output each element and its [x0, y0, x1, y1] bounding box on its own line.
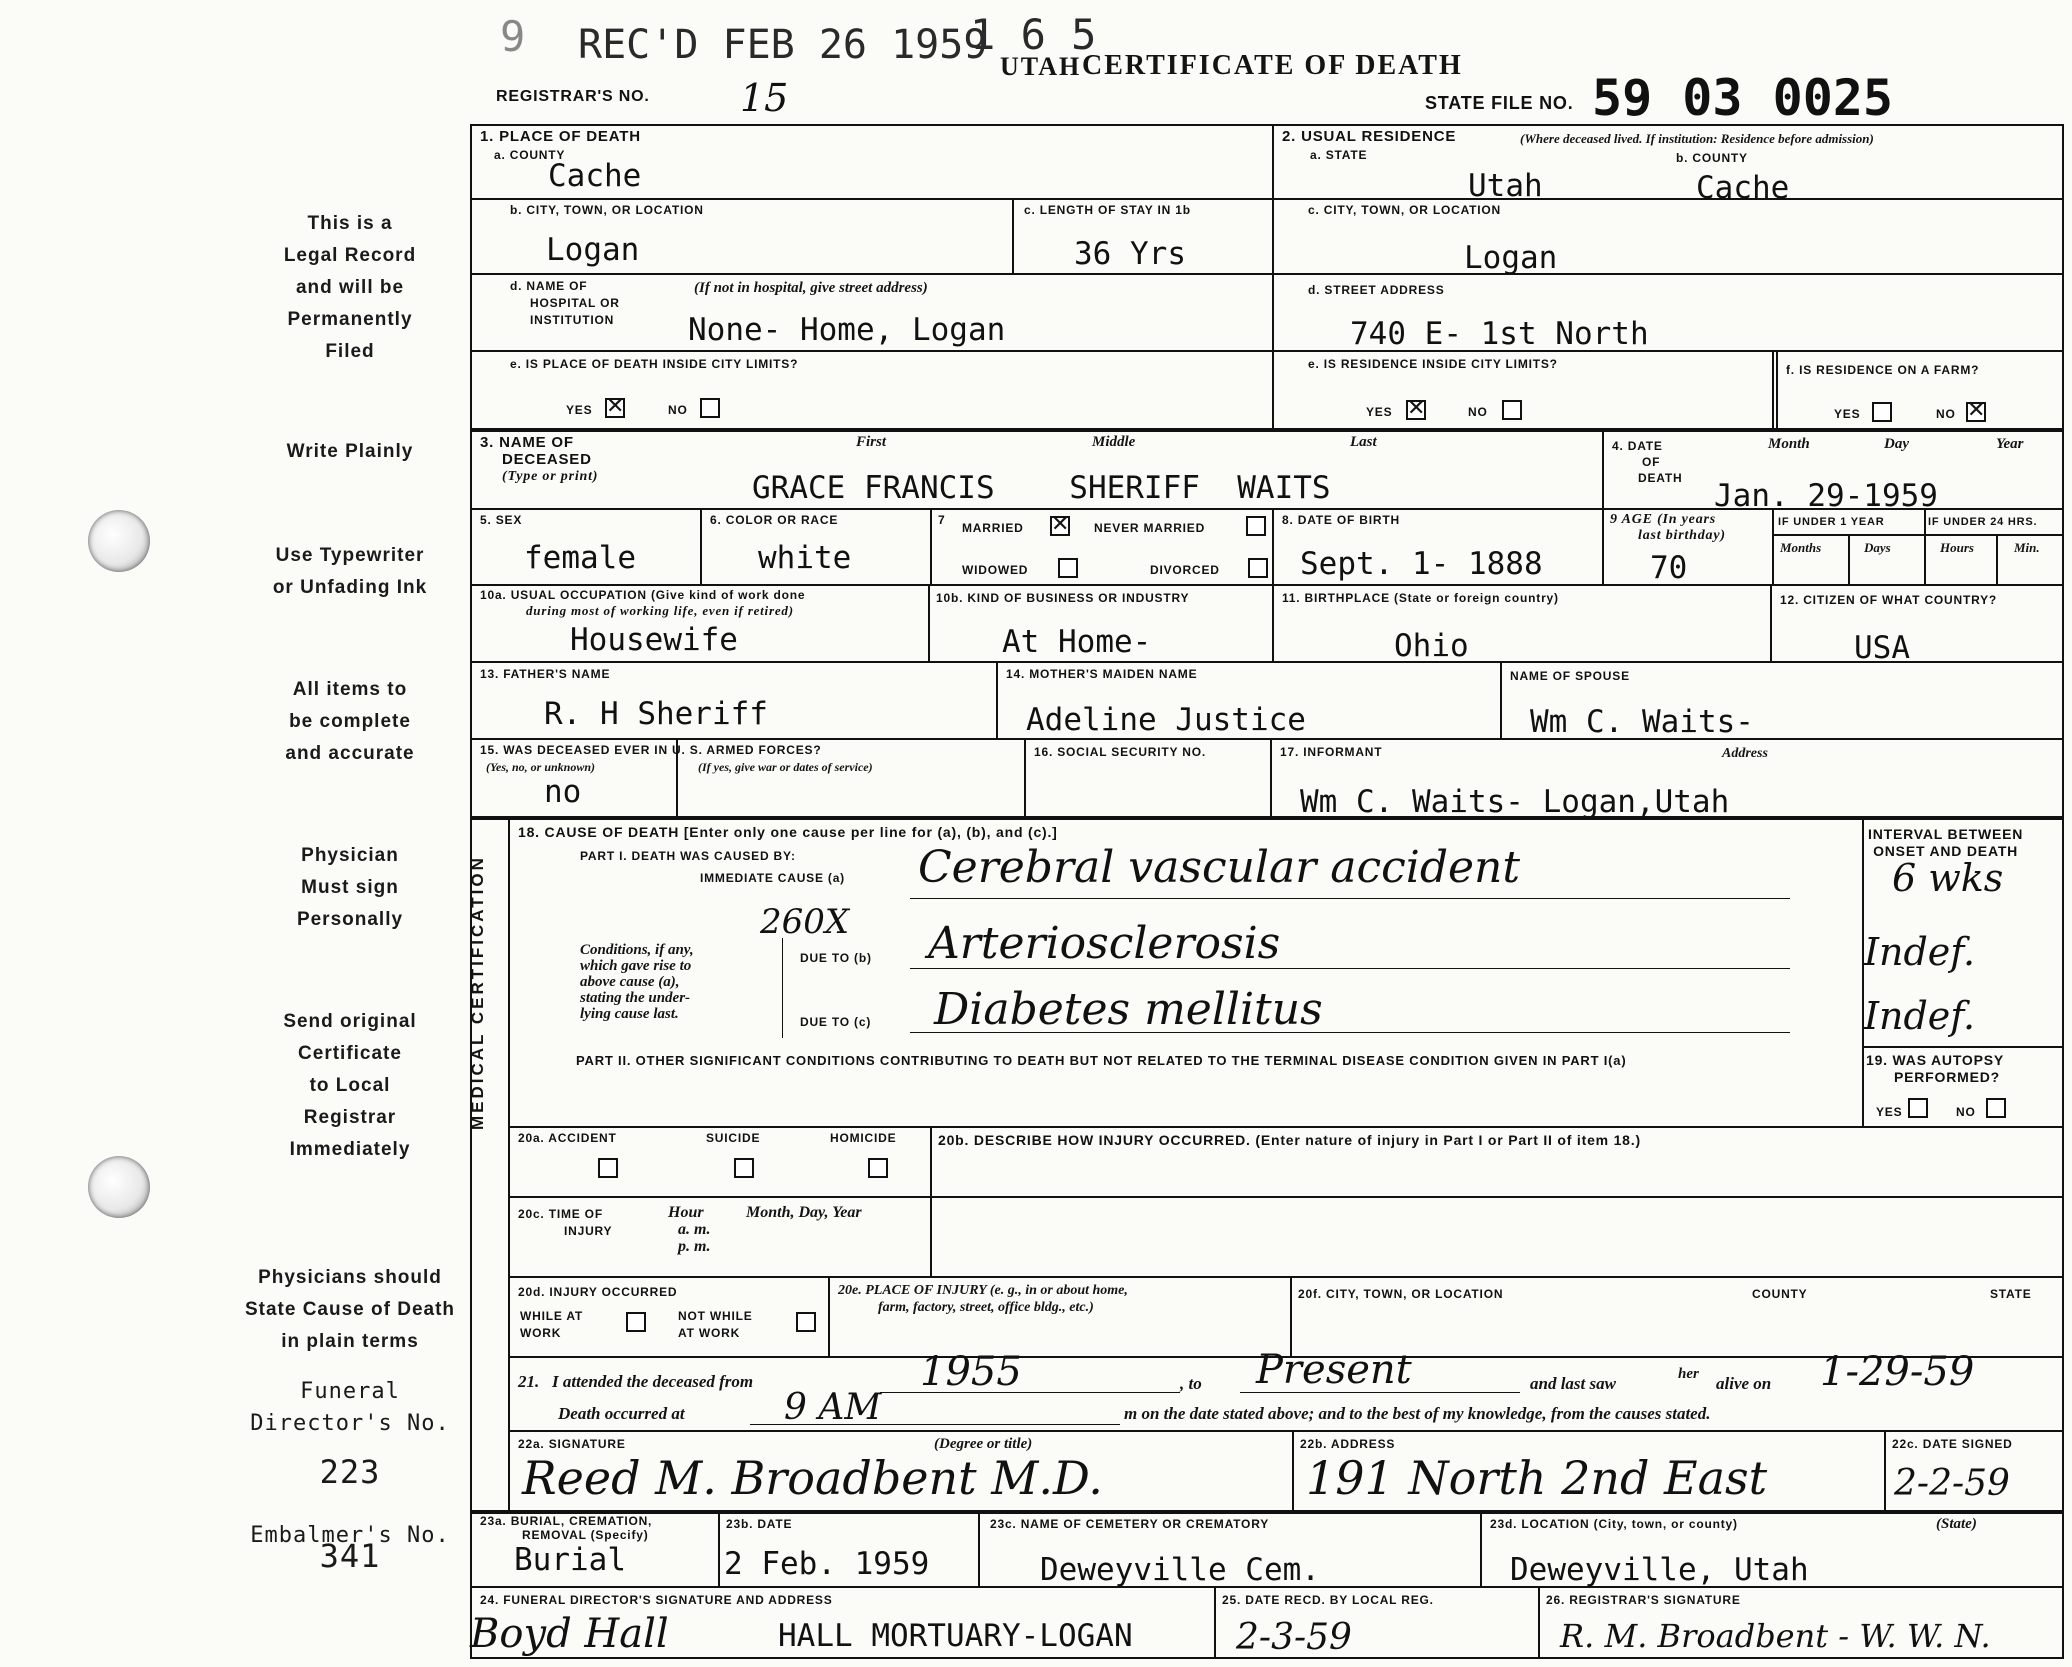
- never-married-checkbox[interactable]: [1246, 516, 1266, 536]
- accident-checkbox[interactable]: [598, 1158, 618, 1178]
- signature-label: 22a. SIGNATURE: [518, 1437, 626, 1451]
- armed-sub2: (If yes, give war or dates of service): [698, 760, 873, 774]
- birthplace: Ohio: [1394, 628, 1469, 664]
- physician-address: 191 North 2nd East: [1306, 1451, 1768, 1505]
- burial-label: 23a. BURIAL, CREMATION, REMOVAL (Specify): [480, 1514, 653, 1542]
- margin-typewriter: Use Typewriter or Unfading Ink: [272, 545, 428, 598]
- last-saw-label: and last saw: [1530, 1374, 1616, 1393]
- dob-label: 8. DATE OF BIRTH: [1282, 513, 1400, 527]
- her-label: her: [1678, 1366, 1699, 1382]
- stay-label: c. LENGTH OF STAY IN 1b: [1024, 203, 1191, 217]
- injury-city-label: 20f. CITY, TOWN, OR LOCATION: [1298, 1287, 1504, 1301]
- stamp-left-number: 9: [500, 12, 526, 61]
- father-label: 13. FATHER'S NAME: [480, 667, 611, 681]
- mdy-label: Month, Day, Year: [746, 1204, 862, 1221]
- death-inside-city-no-checkbox[interactable]: [700, 398, 720, 418]
- attended-label: 21. I attended the deceased from: [518, 1372, 754, 1391]
- death-occurred-tail: m on the date stated above; and to the best of my knowledge, from the causes stated.: [1124, 1404, 1711, 1423]
- embalmer-no: 341: [319, 1537, 381, 1575]
- citizen: USA: [1854, 630, 1910, 666]
- physician-signature: Reed M. Broadbent M.D.: [522, 1451, 1103, 1505]
- cause-code: 260X: [760, 902, 850, 942]
- farm-no-label: NO: [1936, 407, 1956, 421]
- farm-no-checkbox[interactable]: [1966, 402, 1986, 422]
- usual-residence-label: 2. USUAL RESIDENCE: [1282, 128, 1457, 145]
- armed-forces: no: [544, 774, 582, 810]
- interval-c: Indef.: [1864, 994, 1976, 1038]
- farm-label: f. IS RESIDENCE ON A FARM?: [1786, 363, 1980, 377]
- date-of-birth: Sept. 1- 1888: [1300, 546, 1543, 582]
- due-to-b-label: DUE TO (b): [800, 951, 872, 965]
- funeral-director-signature: Boyd Hall: [470, 1611, 669, 1657]
- autopsy-no-label: NO: [1956, 1105, 1976, 1119]
- date-recd: 2-3-59: [1236, 1617, 1352, 1658]
- age-label: 9 AGE (In years last birthday): [1610, 512, 1726, 543]
- funeral-home: HALL MORTUARY-LOGAN: [778, 1618, 1133, 1654]
- residence-inside-no-label: NO: [1468, 405, 1488, 419]
- residence-street: 740 E- 1st North: [1350, 316, 1649, 352]
- margin-write-plainly: Write Plainly: [286, 441, 414, 462]
- autopsy-no-checkbox[interactable]: [1986, 1098, 2006, 1118]
- alive-on-label: alive on: [1716, 1374, 1772, 1393]
- deceased-name: GRACE FRANCIS SHERIFF WAITS: [752, 470, 1331, 506]
- interval-a: 6 wks: [1892, 856, 2004, 900]
- margin-complete: All items to be complete and accurate: [285, 679, 415, 764]
- widowed-checkbox[interactable]: [1058, 558, 1078, 578]
- length-of-stay: 36 Yrs: [1074, 236, 1186, 272]
- residence-state: Utah: [1468, 168, 1543, 204]
- county-label: a. COUNTY: [494, 148, 566, 162]
- father-name: R. H Sheriff: [544, 696, 768, 732]
- registrar-signature-label: 26. REGISTRAR'S SIGNATURE: [1546, 1593, 1741, 1607]
- not-while-work-label: NOT WHILE AT WORK: [678, 1309, 753, 1340]
- place-of-injury-label: 20e. PLACE OF INJURY (e. g., in or about home, farm, factory, street, office bldg., etc.): [838, 1283, 1128, 1315]
- year-label: Year: [1996, 436, 2024, 452]
- cemetery-label: 23c. NAME OF CEMETERY OR CREMATORY: [990, 1517, 1270, 1531]
- not-while-at-work-checkbox[interactable]: [796, 1312, 816, 1332]
- business: At Home-: [1002, 624, 1152, 660]
- race-label: 6. COLOR OR RACE: [710, 513, 839, 527]
- cemetery: Deweyville Cem.: [1040, 1552, 1320, 1588]
- residence-city: Logan: [1464, 240, 1558, 276]
- hospital-name: None- Home, Logan: [688, 312, 1006, 348]
- injury-occurred-label: 20d. INJURY OCCURRED: [518, 1285, 678, 1299]
- accident-label: 20a. ACCIDENT: [518, 1131, 617, 1145]
- stamp-right-number: 1 6 5: [970, 10, 1097, 59]
- interval-b: Indef.: [1864, 930, 1976, 974]
- registrar-no: 15: [740, 76, 789, 120]
- divorced-label: DIVORCED: [1150, 563, 1220, 577]
- residence-inside-label: e. IS RESIDENCE INSIDE CITY LIMITS?: [1308, 357, 1558, 371]
- married-checkbox[interactable]: [1050, 516, 1070, 536]
- residence-inside-yes-checkbox[interactable]: [1406, 400, 1426, 420]
- cause-b: Arteriosclerosis: [928, 918, 1281, 969]
- registrar-signature: R. M. Broadbent - W. W. N.: [1560, 1617, 1991, 1655]
- time-of-injury-label: 20c. TIME OF INJURY: [518, 1207, 613, 1238]
- margin-plain-terms: Physicians should State Cause of Death in plain terms: [244, 1267, 456, 1352]
- attended-from: 1955: [920, 1349, 1022, 1395]
- embalmer-no-label: Embalmer's No.: [250, 1523, 450, 1548]
- death-occurred-time: 9 AM: [784, 1387, 882, 1428]
- farm-yes-checkbox[interactable]: [1872, 402, 1892, 422]
- never-married-label: NEVER MARRIED: [1094, 521, 1206, 535]
- residence-inside-yes-label: YES: [1366, 405, 1393, 419]
- date-signed: 2-2-59: [1894, 1463, 2010, 1504]
- disposition: Burial: [514, 1542, 626, 1578]
- cause-of-death-label: 18. CAUSE OF DEATH [Enter only one cause per line for (a), (b), and (c).]: [518, 824, 1058, 840]
- under-24-label: IF UNDER 24 HRS.: [1928, 516, 2038, 528]
- to-label: , to: [1180, 1374, 1202, 1393]
- immediate-cause-label: IMMEDIATE CAUSE (a): [700, 871, 845, 885]
- residence-city-label: c. CITY, TOWN, OR LOCATION: [1308, 203, 1502, 217]
- registrar-no-label: REGISTRAR'S NO.: [496, 88, 650, 105]
- injury-description-label: 20b. DESCRIBE HOW INJURY OCCURRED. (Enter nature of injury in Part I or Part II of item 18.): [938, 1132, 1641, 1148]
- while-at-work-checkbox[interactable]: [626, 1312, 646, 1332]
- spouse-label: NAME OF SPOUSE: [1510, 669, 1630, 683]
- conditions-note: Conditions, if any, which gave rise to above cause (a), stating the under- lying cause last.: [580, 942, 694, 1022]
- occupation: Housewife: [570, 622, 738, 658]
- residence-state-label: a. STATE: [1310, 148, 1368, 162]
- punch-hole-top: [88, 510, 150, 572]
- death-inside-no-label: NO: [668, 403, 688, 417]
- death-inside-city-yes-checkbox[interactable]: [605, 398, 625, 418]
- hospital-label: d. NAME OF HOSPITAL OR INSTITUTION: [510, 279, 620, 327]
- residence-county: Cache: [1696, 170, 1790, 206]
- death-occurred-label: Death occurred at: [558, 1404, 685, 1423]
- married-label: MARRIED: [962, 521, 1024, 535]
- date-recd-label: 25. DATE RECD. BY LOCAL REG.: [1222, 1593, 1434, 1607]
- date-of-death: Jan. 29-1959: [1714, 478, 1938, 514]
- middle-label: Middle: [1092, 434, 1136, 450]
- citizen-label: 12. CITIZEN OF WHAT COUNTRY?: [1780, 593, 1998, 607]
- cause-a: Cerebral vascular accident: [918, 842, 1521, 893]
- death-city: Logan: [546, 232, 640, 268]
- burial-location: Deweyville, Utah: [1510, 1552, 1809, 1588]
- street-label: d. STREET ADDRESS: [1308, 283, 1445, 297]
- hours-label: Hours: [1940, 540, 1974, 555]
- funeral-director-no: 223: [319, 1453, 381, 1491]
- margin-send-original: Send original Certificate to Local Registrar Immediately: [283, 1011, 417, 1160]
- attended-to: Present: [1256, 1347, 1412, 1393]
- months-label: Months: [1780, 540, 1822, 555]
- place-of-death-label: 1. PLACE OF DEATH: [480, 128, 641, 145]
- interval-label: INTERVAL BETWEEN ONSET AND DEATH: [1868, 826, 2024, 859]
- armed-sub1: (Yes, no, or unknown): [486, 760, 596, 774]
- armed-forces-label: 15. WAS DECEASED EVER IN U. S. ARMED FORCES?: [480, 743, 822, 757]
- birthplace-label: 11. BIRTHPLACE (State or foreign country): [1282, 591, 1559, 605]
- residence-county-label: b. COUNTY: [1676, 151, 1748, 165]
- farm-yes-label: YES: [1834, 407, 1861, 421]
- alive-date: 1-29-59: [1820, 1349, 1975, 1395]
- suicide-checkbox[interactable]: [734, 1158, 754, 1178]
- punch-hole-bottom: [88, 1156, 150, 1218]
- hospital-note: (If not in hospital, give street address): [694, 280, 928, 296]
- first-label: First: [856, 434, 887, 450]
- month-label: Month: [1768, 436, 1810, 452]
- date-signed-label: 22c. DATE SIGNED: [1892, 1437, 2013, 1451]
- autopsy-yes-label: YES: [1876, 1105, 1903, 1119]
- received-stamp: REC'D FEB 26 1959: [578, 22, 988, 68]
- sex-label: 5. SEX: [480, 513, 523, 527]
- autopsy-yes-checkbox[interactable]: [1908, 1098, 1928, 1118]
- location-label: 23d. LOCATION (City, town, or county): [1490, 1517, 1738, 1531]
- due-to-c-label: DUE TO (c): [800, 1015, 872, 1029]
- ssn-label: 16. SOCIAL SECURITY NO.: [1034, 745, 1206, 759]
- death-county: Cache: [548, 158, 642, 194]
- mother-name: Adeline Justice: [1026, 702, 1306, 738]
- suicide-label: SUICIDE: [706, 1131, 761, 1145]
- business-label: 10b. KIND OF BUSINESS OR INDUSTRY: [936, 591, 1190, 605]
- injury-state-label: STATE: [1990, 1287, 2032, 1301]
- hour-label: Hour a. m. p. m.: [668, 1204, 711, 1255]
- city-label: b. CITY, TOWN, OR LOCATION: [510, 203, 704, 217]
- autopsy-label: 19. WAS AUTOPSY PERFORMED?: [1866, 1052, 2005, 1085]
- informant: Wm C. Waits- Logan,Utah: [1300, 784, 1730, 820]
- funeral-director-label: 24. FUNERAL DIRECTOR'S SIGNATURE AND ADDRESS: [480, 1593, 833, 1607]
- state-file-label: STATE FILE NO.: [1425, 93, 1574, 113]
- residence-inside-no-checkbox[interactable]: [1502, 400, 1522, 420]
- while-at-work-label: WHILE AT WORK: [520, 1309, 584, 1340]
- death-inside-yes-label: YES: [566, 403, 593, 417]
- homicide-checkbox[interactable]: [868, 1158, 888, 1178]
- occupation-label: 10a. USUAL OCCUPATION (Give kind of work done during most of working life, even if retired): [480, 588, 806, 618]
- informant-label: 17. INFORMANT: [1280, 745, 1383, 759]
- location-state-label: (State): [1936, 1516, 1977, 1532]
- race: white: [758, 540, 852, 576]
- mother-label: 14. MOTHER'S MAIDEN NAME: [1006, 667, 1198, 681]
- informant-address-label: Address: [1722, 746, 1768, 761]
- state-file-no: 59 03 0025: [1592, 69, 1894, 127]
- cause-c: Diabetes mellitus: [934, 984, 1323, 1035]
- title-state: UTAH: [1000, 52, 1082, 81]
- homicide-label: HOMICIDE: [830, 1131, 897, 1145]
- min-label: Min.: [2014, 540, 2040, 555]
- days-label: Days: [1864, 540, 1891, 555]
- date-of-death-label: 4. DATE OF DEATH: [1612, 439, 1683, 485]
- injury-county-label: COUNTY: [1752, 1287, 1808, 1301]
- degree-label: (Degree or title): [934, 1436, 1033, 1452]
- spouse-name: Wm C. Waits-: [1530, 704, 1754, 740]
- margin-legal-record: This is a Legal Record and will be Permanently Filed: [283, 213, 417, 362]
- part2-label: PART II. OTHER SIGNIFICANT CONDITIONS CONTRIBUTING TO DEATH BUT NOT RELATED TO THE TERMINAL DISEASE CONDITION GIVEN IN PART I(a): [576, 1053, 1627, 1068]
- residence-note: (Where deceased lived. If institution: Residence before admission): [1520, 131, 1874, 146]
- deceased-name-label: 3. NAME OF DECEASED (Type or print): [480, 434, 599, 484]
- burial-date-label: 23b. DATE: [726, 1517, 793, 1531]
- part1-label: PART I. DEATH WAS CAUSED BY:: [580, 849, 796, 863]
- marital-num: 7: [938, 513, 946, 527]
- form-title: CERTIFICATE OF DEATH: [1082, 50, 1463, 81]
- widowed-label: WIDOWED: [962, 563, 1029, 577]
- funeral-director-no-label: Funeral Director's No.: [250, 1379, 450, 1436]
- day-label: Day: [1884, 436, 1909, 452]
- margin-physician-sign: Physician Must sign Personally: [296, 845, 404, 930]
- inside-city-label: e. IS PLACE OF DEATH INSIDE CITY LIMITS?: [510, 357, 799, 371]
- under-1-label: IF UNDER 1 YEAR: [1778, 516, 1885, 528]
- sex: female: [524, 540, 636, 576]
- divorced-checkbox[interactable]: [1248, 558, 1268, 578]
- last-label: Last: [1350, 434, 1377, 450]
- burial-date: 2 Feb. 1959: [724, 1546, 930, 1582]
- physician-address-label: 22b. ADDRESS: [1300, 1437, 1396, 1451]
- age: 70: [1650, 550, 1688, 586]
- medical-certification-label: MEDICAL CERTIFICATION: [468, 855, 487, 1130]
